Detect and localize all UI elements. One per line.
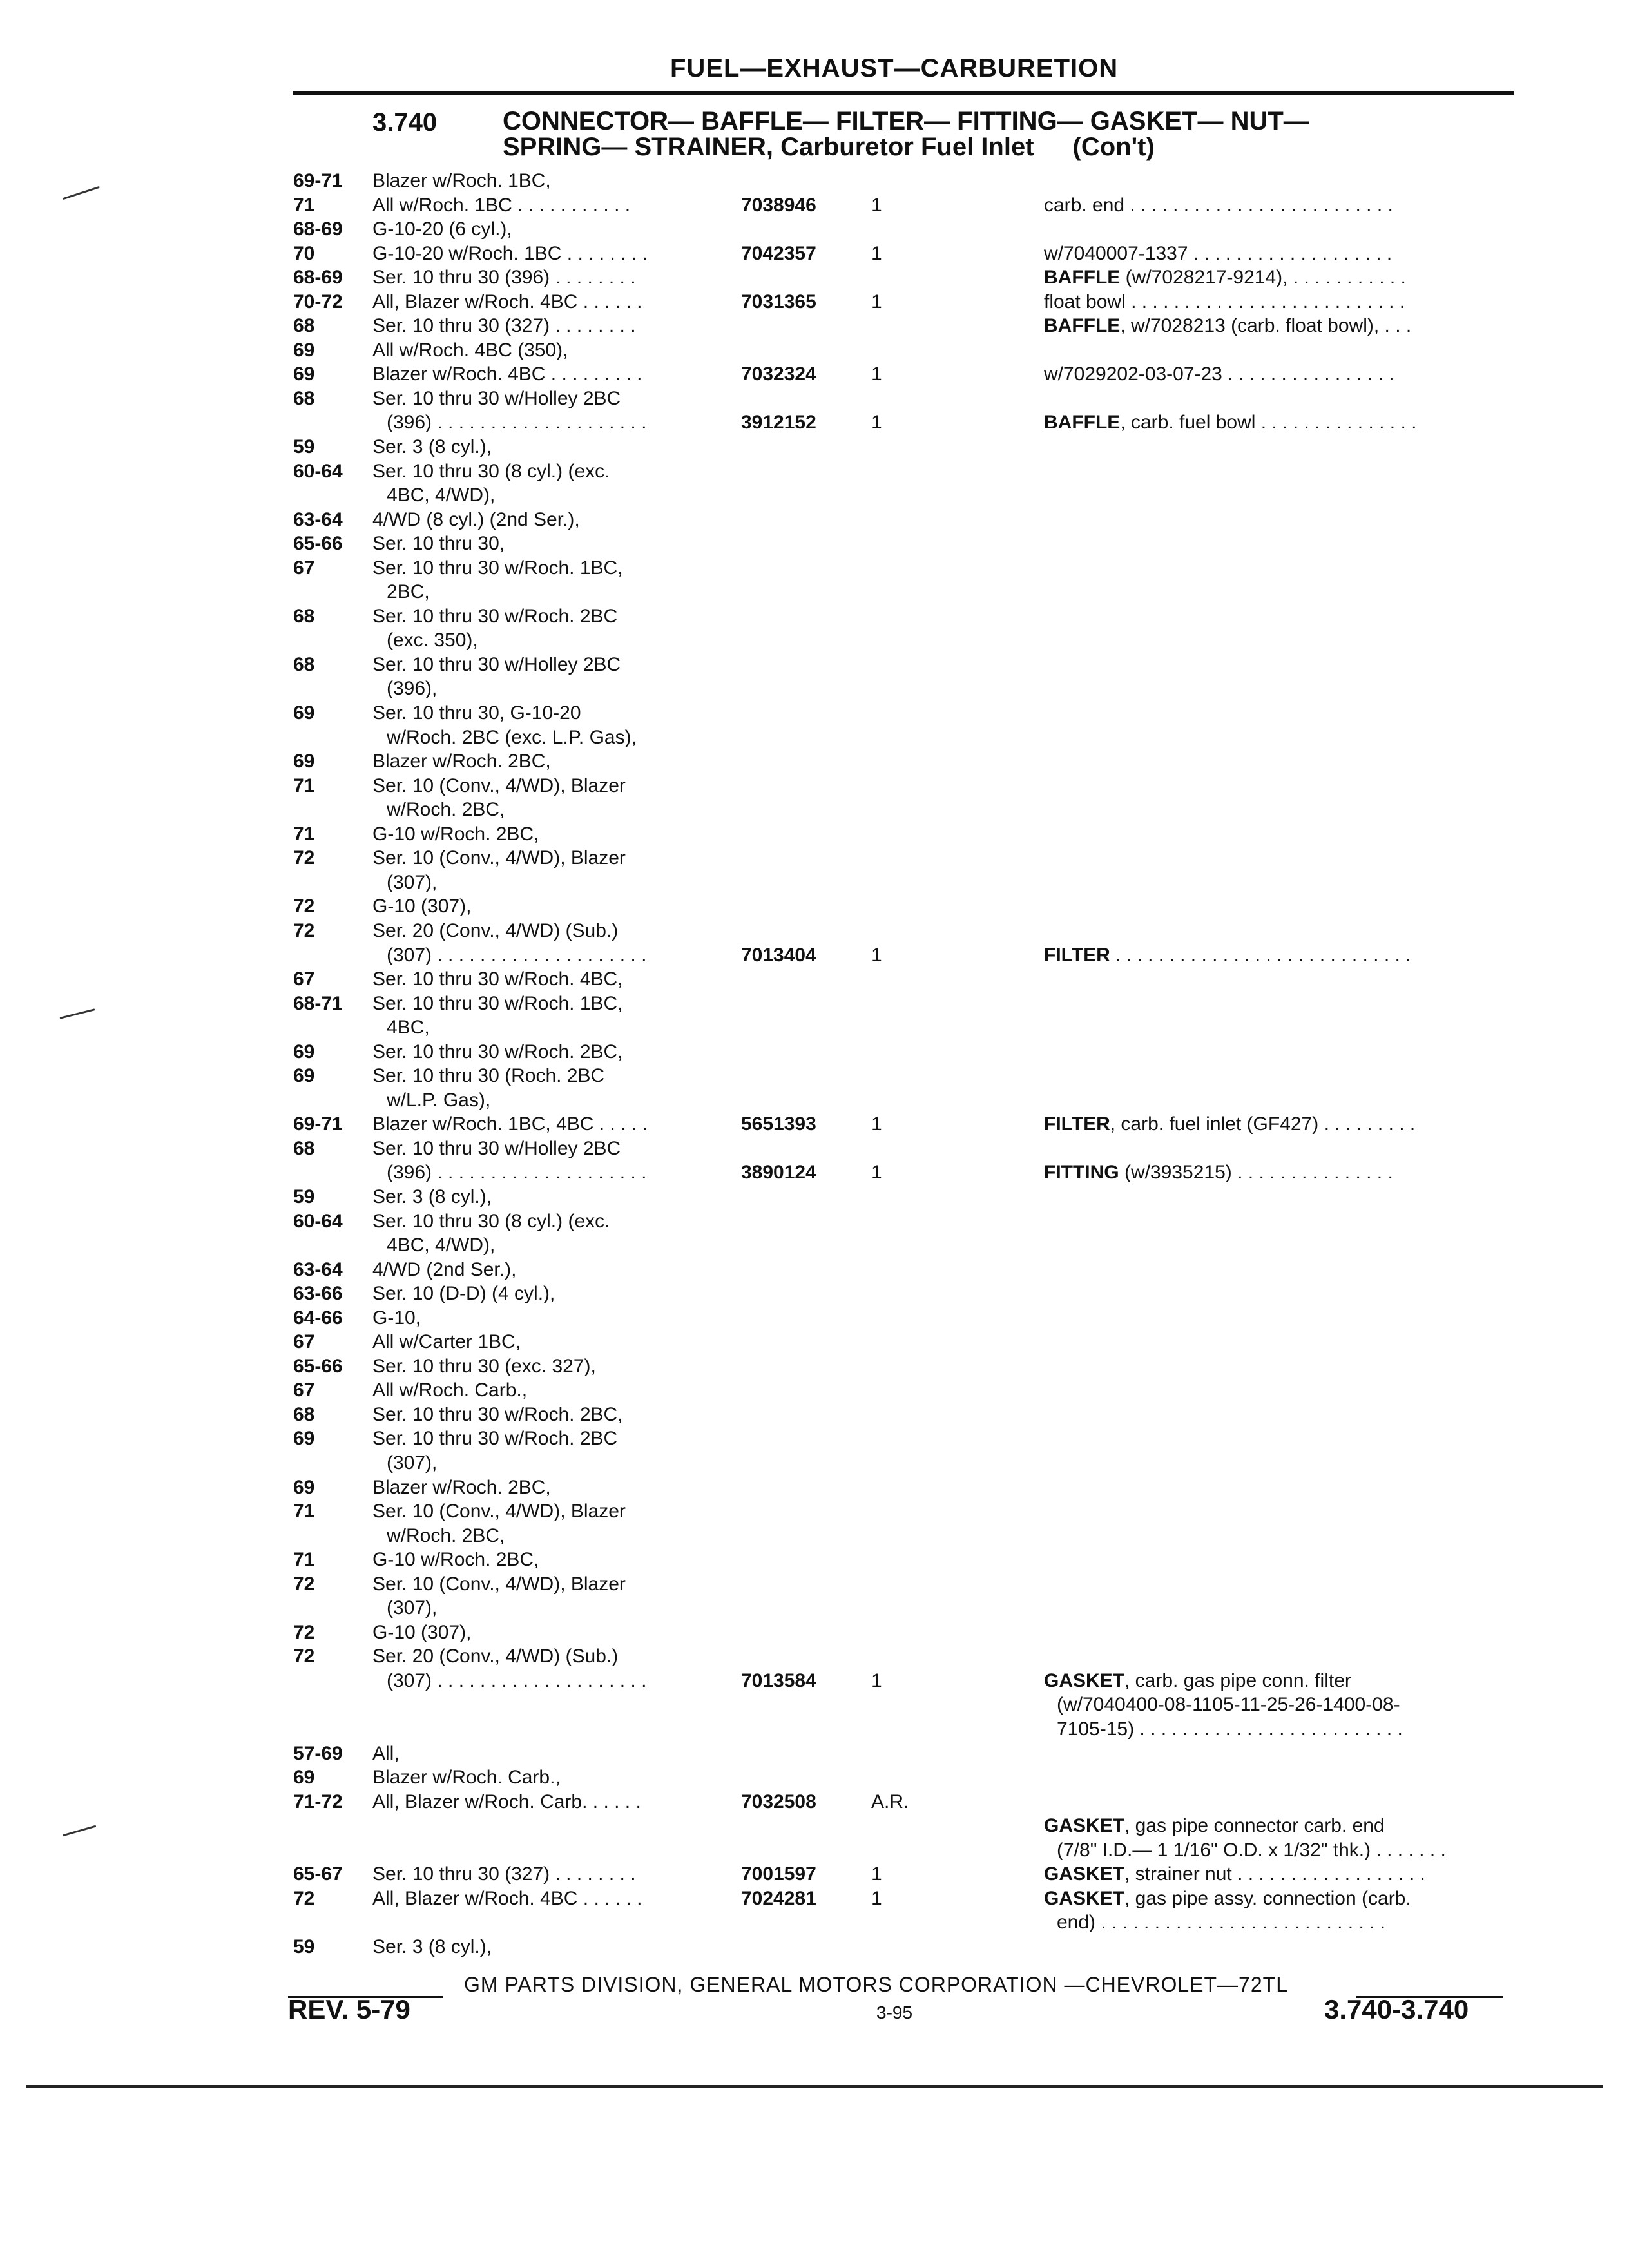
part-description	[1044, 1160, 1393, 1185]
year-range: 67	[293, 968, 315, 990]
part-detail: (w/7028217-9214), . . . . . . . . . . .	[1120, 267, 1406, 289]
table-row	[0, 919, 1629, 943]
application-desc: Ser. 10 thru 30 w/Roch. 1BC,	[372, 557, 623, 579]
part-detail: float bowl . . . . . . . . . . . . . . . . . . . . . . . . . .	[1044, 291, 1405, 312]
part-description	[1044, 362, 1394, 387]
application-desc: Ser. 10 (Conv., 4/WD), Blazer	[372, 774, 626, 796]
year-range: 72	[293, 896, 315, 918]
application-desc: (307),	[387, 1597, 438, 1619]
year-range: 69	[293, 1476, 315, 1498]
table-row	[0, 1354, 1629, 1379]
table-row	[0, 1524, 1629, 1548]
part-detail: , carb. gas pipe conn. filter	[1124, 1669, 1351, 1691]
scan-edge-rule	[26, 2085, 1603, 2088]
year-range: 65-66	[293, 1355, 343, 1377]
application-desc: Ser. 10 (Conv., 4/WD), Blazer	[372, 1573, 626, 1595]
part-description	[1044, 1814, 1385, 1838]
application-desc: (exc. 350),	[387, 629, 478, 651]
part-name: FITTING	[1044, 1162, 1119, 1184]
part-description	[1057, 1838, 1446, 1863]
part-number: 7032324	[741, 363, 816, 385]
table-row	[0, 1548, 1629, 1572]
part-number: 7013404	[741, 944, 816, 966]
application-desc: Ser. 10 thru 30 (8 cyl.) (exc.	[372, 1210, 610, 1232]
part-number: 7032508	[741, 1791, 816, 1812]
year-range: 72	[293, 1646, 315, 1667]
table-row	[0, 1185, 1629, 1209]
application-desc: Ser. 10 thru 30 (327) . . . . . . . .	[372, 315, 636, 337]
application-desc: (307),	[387, 871, 438, 893]
part-detail: , w/7028213 (carb. float bowl), . . .	[1120, 315, 1412, 337]
year-range: 71-72	[293, 1791, 343, 1812]
page-number: 3-95	[876, 2003, 913, 2023]
application-desc: (307) . . . . . . . . . . . . . . . . . . . .	[387, 944, 647, 966]
table-row	[0, 580, 1629, 604]
part-number: 7013584	[741, 1669, 816, 1691]
table-row	[0, 1137, 1629, 1161]
quantity: 1	[871, 412, 882, 434]
application-desc: G-10 w/Roch. 2BC,	[372, 1549, 539, 1571]
year-range: 68	[293, 315, 315, 337]
part-name: FILTER	[1044, 1113, 1110, 1135]
year-range: 72	[293, 1621, 315, 1643]
table-row	[0, 1620, 1629, 1645]
application-desc: 4BC, 4/WD),	[387, 485, 496, 506]
quantity: 1	[871, 1887, 882, 1909]
year-range: 70	[293, 242, 315, 264]
table-row	[0, 870, 1629, 895]
year-range: 68-71	[293, 992, 343, 1014]
table-row	[0, 193, 1629, 218]
year-range: 69	[293, 702, 315, 724]
table-row	[0, 1112, 1629, 1137]
parts-table	[0, 169, 1629, 1959]
year-range: 69	[293, 1041, 315, 1062]
application-desc: All, Blazer w/Roch. 4BC . . . . . .	[372, 291, 642, 312]
quantity: 1	[871, 1113, 882, 1135]
table-row	[0, 677, 1629, 701]
year-range: 67	[293, 557, 315, 579]
year-range: 64-66	[293, 1307, 343, 1329]
year-range: 59	[293, 1936, 315, 1957]
quantity: 1	[871, 291, 882, 312]
application-desc: All w/Roch. Carb.,	[372, 1379, 528, 1401]
section-range: 3.740-3.740	[1324, 1994, 1469, 2024]
application-desc: (307),	[387, 1452, 438, 1474]
year-range: 69	[293, 1767, 315, 1789]
application-desc: G-10-20 (6 cyl.),	[372, 218, 512, 240]
table-row	[0, 1233, 1629, 1258]
table-row	[0, 338, 1629, 363]
table-row	[0, 1669, 1629, 1693]
year-range: 71	[293, 774, 315, 796]
table-row	[0, 483, 1629, 508]
part-description	[1044, 193, 1393, 218]
quantity: 1	[871, 1669, 882, 1691]
part-name: GASKET	[1044, 1887, 1125, 1909]
year-range: 69	[293, 363, 315, 385]
table-row	[0, 774, 1629, 798]
application-desc: G-10,	[372, 1307, 421, 1329]
quantity: 1	[871, 1863, 882, 1885]
quantity: 1	[871, 1162, 882, 1184]
section-title	[503, 108, 1469, 160]
part-number: 7031365	[741, 291, 816, 312]
application-desc: Ser. 10 thru 30 w/Roch. 2BC	[372, 605, 618, 627]
application-desc: (396) . . . . . . . . . . . . . . . . . . . .	[387, 412, 647, 434]
part-description	[1044, 1862, 1425, 1887]
application-desc: Ser. 10 thru 30 w/Holley 2BC	[372, 1137, 621, 1159]
part-number: 3890124	[741, 1162, 816, 1184]
part-description	[1044, 1887, 1411, 1911]
table-row	[0, 1475, 1629, 1500]
part-name: BAFFLE	[1044, 412, 1121, 434]
part-name: FILTER	[1044, 944, 1110, 966]
application-desc: w/L.P. Gas),	[387, 1089, 491, 1111]
table-row	[0, 1378, 1629, 1403]
application-desc: G-10 w/Roch. 2BC,	[372, 823, 539, 845]
year-range: 68-69	[293, 218, 343, 240]
part-detail: (7/8" I.D.— 1 1/16" O.D. x 1/32" thk.) . . . . . . .	[1057, 1839, 1446, 1861]
part-description	[1057, 1717, 1403, 1742]
part-description	[1044, 242, 1392, 266]
table-row	[0, 387, 1629, 411]
table-row	[0, 556, 1629, 581]
part-number: 7042357	[741, 242, 816, 264]
year-range: 71	[293, 194, 315, 216]
section-title-cont: (Con't)	[1072, 133, 1155, 161]
table-row	[0, 1887, 1629, 1911]
application-desc: Blazer w/Roch. 4BC . . . . . . . . .	[372, 363, 642, 385]
year-range: 69	[293, 751, 315, 773]
application-desc: G-10-20 w/Roch. 1BC . . . . . . . .	[372, 242, 648, 264]
part-description	[1044, 410, 1416, 435]
quantity: 1	[871, 944, 882, 966]
table-row	[0, 967, 1629, 992]
table-row	[0, 1790, 1629, 1814]
table-row	[0, 1015, 1629, 1040]
application-desc: Blazer w/Roch. 2BC,	[372, 1476, 551, 1498]
table-row	[0, 992, 1629, 1016]
table-row	[0, 362, 1629, 387]
application-desc: G-10 (307),	[372, 1621, 472, 1643]
part-name: BAFFLE	[1044, 267, 1121, 289]
year-range: 65-67	[293, 1863, 343, 1885]
table-row	[0, 1064, 1629, 1088]
part-description	[1044, 943, 1411, 968]
footer-division: GM PARTS DIVISION, GENERAL MOTORS CORPORATION —CHEVROLET—72TL	[464, 1973, 1288, 1996]
table-row	[0, 217, 1629, 242]
part-detail: , strainer nut . . . . . . . . . . . . . . . . . .	[1124, 1863, 1425, 1885]
application-desc: w/Roch. 2BC,	[387, 1524, 505, 1546]
table-row	[0, 1282, 1629, 1306]
application-desc: Ser. 10 thru 30 w/Roch. 2BC,	[372, 1041, 623, 1062]
year-range: 72	[293, 919, 315, 941]
table-row	[0, 701, 1629, 726]
table-row	[0, 604, 1629, 629]
application-desc: Blazer w/Roch. 1BC, 4BC . . . . .	[372, 1113, 648, 1135]
year-range: 71	[293, 1501, 315, 1523]
part-name: GASKET	[1044, 1863, 1125, 1885]
year-range: 68	[293, 605, 315, 627]
part-detail: 7105-15) . . . . . . . . . . . . . . . . . . . . . . . . .	[1057, 1718, 1403, 1740]
application-desc: (396),	[387, 678, 438, 700]
year-range: 69	[293, 1428, 315, 1450]
application-desc: Ser. 10 thru 30 (396) . . . . . . . .	[372, 267, 636, 289]
application-desc: All w/Carter 1BC,	[372, 1331, 521, 1353]
year-range: 63-64	[293, 1258, 343, 1280]
table-row	[0, 1330, 1629, 1354]
year-range: 68	[293, 1403, 315, 1425]
part-detail: , carb. fuel bowl . . . . . . . . . . . . . . .	[1120, 412, 1417, 434]
table-row	[0, 1765, 1629, 1790]
header-rule	[293, 91, 1514, 95]
table-row	[0, 1040, 1629, 1064]
application-desc: All,	[372, 1742, 400, 1764]
table-row	[0, 943, 1629, 968]
application-desc: Ser. 10 thru 30 (327) . . . . . . . .	[372, 1863, 636, 1885]
year-range: 57-69	[293, 1742, 343, 1764]
part-description	[1044, 314, 1411, 338]
table-row	[0, 314, 1629, 338]
part-description	[1044, 1669, 1351, 1693]
part-name: GASKET	[1044, 1669, 1125, 1691]
application-desc: Ser. 10 thru 30 w/Roch. 2BC	[372, 1428, 618, 1450]
part-number: 7001597	[741, 1863, 816, 1885]
application-desc: Ser. 20 (Conv., 4/WD) (Sub.)	[372, 919, 619, 941]
quantity: A.R.	[871, 1791, 909, 1812]
table-row	[0, 1838, 1629, 1863]
application-desc: Ser. 3 (8 cyl.),	[372, 1186, 492, 1207]
application-desc: Blazer w/Roch. 2BC,	[372, 751, 551, 773]
application-desc: Ser. 10 thru 30 (Roch. 2BC	[372, 1065, 605, 1087]
application-desc: 4BC, 4/WD),	[387, 1235, 496, 1256]
table-row	[0, 846, 1629, 870]
section-title-line1: CONNECTOR— BAFFLE— FILTER— FITTING— GASKET— NUT—	[503, 107, 1309, 135]
application-desc: (307) . . . . . . . . . . . . . . . . . . . .	[387, 1669, 647, 1691]
table-row	[0, 894, 1629, 919]
application-desc: 4/WD (2nd Ser.),	[372, 1258, 517, 1280]
application-desc: Blazer w/Roch. 1BC,	[372, 170, 551, 191]
year-range: 68	[293, 1137, 315, 1159]
application-desc: All, Blazer w/Roch. 4BC . . . . . .	[372, 1887, 642, 1909]
application-desc: G-10 (307),	[372, 896, 472, 918]
year-range: 71	[293, 823, 315, 845]
application-desc: Ser. 10 thru 30 w/Roch. 1BC,	[372, 992, 623, 1014]
application-desc: (396) . . . . . . . . . . . . . . . . . . . .	[387, 1162, 647, 1184]
year-range: 72	[293, 1573, 315, 1595]
year-range: 72	[293, 847, 315, 869]
application-desc: Ser. 10 thru 30 w/Holley 2BC	[372, 653, 621, 675]
application-desc: Ser. 10 thru 30,	[372, 533, 505, 555]
year-range: 60-64	[293, 460, 343, 482]
table-row	[0, 1814, 1629, 1838]
year-range: 70-72	[293, 291, 343, 312]
application-desc: w/Roch. 2BC (exc. L.P. Gas),	[387, 726, 637, 748]
year-range: 69-71	[293, 170, 343, 191]
application-desc: Ser. 10 thru 30 w/Holley 2BC	[372, 387, 621, 409]
table-row	[0, 1644, 1629, 1669]
application-desc: 4BC,	[387, 1017, 430, 1039]
table-row	[0, 1258, 1629, 1282]
year-range: 72	[293, 1887, 315, 1909]
table-row	[0, 242, 1629, 266]
application-desc: 2BC,	[387, 581, 430, 603]
year-range: 71	[293, 1549, 315, 1571]
year-range: 69-71	[293, 1113, 343, 1135]
chapter-title: FUEL—EXHAUST—CARBURETION	[670, 54, 1119, 82]
table-row	[0, 1088, 1629, 1113]
application-desc: Ser. 10 thru 30 w/Roch. 4BC,	[372, 968, 623, 990]
table-row	[0, 1910, 1629, 1935]
application-desc: All w/Roch. 4BC (350),	[372, 339, 568, 361]
application-desc: w/Roch. 2BC,	[387, 799, 505, 821]
part-detail: carb. end . . . . . . . . . . . . . . . . . . . . . . . . .	[1044, 194, 1393, 216]
application-desc: Ser. 3 (8 cyl.),	[372, 436, 492, 458]
part-detail: , gas pipe connector carb. end	[1124, 1815, 1385, 1837]
table-row	[0, 1209, 1629, 1234]
part-description	[1044, 265, 1406, 290]
part-detail: end) . . . . . . . . . . . . . . . . . . . . . . . . . . .	[1057, 1912, 1386, 1934]
table-row	[0, 508, 1629, 532]
part-number: 7038946	[741, 194, 816, 216]
part-description	[1057, 1910, 1385, 1935]
application-desc: Ser. 10 thru 30 w/Roch. 2BC,	[372, 1403, 623, 1425]
part-detail: , gas pipe assy. connection (carb.	[1124, 1887, 1411, 1909]
application-desc: Ser. 10 (Conv., 4/WD), Blazer	[372, 847, 626, 869]
table-row	[0, 628, 1629, 653]
table-row	[0, 169, 1629, 193]
table-row	[0, 1403, 1629, 1427]
table-row	[0, 749, 1629, 774]
table-row	[0, 532, 1629, 556]
application-desc: Ser. 20 (Conv., 4/WD) (Sub.)	[372, 1646, 619, 1667]
application-desc: All w/Roch. 1BC . . . . . . . . . . .	[372, 194, 631, 216]
part-detail: w/7040007-1337 . . . . . . . . . . . . . . . . . . .	[1044, 242, 1393, 264]
part-description	[1044, 1112, 1415, 1137]
year-range: 68-69	[293, 267, 343, 289]
section-title-line2	[503, 134, 1469, 160]
table-row	[0, 798, 1629, 822]
table-row	[0, 1596, 1629, 1620]
quantity: 1	[871, 194, 882, 216]
application-desc: All, Blazer w/Roch. Carb. . . . . .	[372, 1791, 641, 1812]
quantity: 1	[871, 242, 882, 264]
application-desc: Ser. 10 (D-D) (4 cyl.),	[372, 1283, 555, 1305]
part-number: 5651393	[741, 1113, 816, 1135]
application-desc: Ser. 3 (8 cyl.),	[372, 1936, 492, 1957]
table-row	[0, 1160, 1629, 1185]
table-row	[0, 1693, 1629, 1717]
table-row	[0, 726, 1629, 750]
year-range: 67	[293, 1331, 315, 1353]
section-title-line2-text: SPRING— STRAINER, Carburetor Fuel Inlet	[503, 133, 1034, 161]
part-name: BAFFLE	[1044, 315, 1121, 337]
part-detail: w/7029202-03-07-23 . . . . . . . . . . . . . . . .	[1044, 363, 1394, 385]
year-range: 69	[293, 1065, 315, 1087]
table-row	[0, 1717, 1629, 1742]
table-row	[0, 290, 1629, 314]
table-row	[0, 822, 1629, 847]
part-number: 3912152	[741, 412, 816, 434]
part-description	[1057, 1693, 1400, 1717]
table-row	[0, 1306, 1629, 1331]
part-detail: , carb. fuel inlet (GF427) . . . . . . . . .	[1110, 1113, 1416, 1135]
year-range: 59	[293, 1186, 315, 1207]
year-range: 60-64	[293, 1210, 343, 1232]
table-row	[0, 653, 1629, 677]
table-row	[0, 1427, 1629, 1451]
table-row	[0, 435, 1629, 459]
year-range: 68	[293, 387, 315, 409]
table-row	[0, 410, 1629, 435]
year-range: 69	[293, 339, 315, 361]
part-detail: (w/3935215) . . . . . . . . . . . . . . .	[1119, 1162, 1393, 1184]
part-number: 7024281	[741, 1887, 816, 1909]
section-number: 3.740	[372, 108, 438, 137]
year-range: 63-64	[293, 508, 343, 530]
application-desc: Ser. 10 thru 30 (8 cyl.) (exc.	[372, 460, 610, 482]
revision-label: REV. 5-79	[288, 1994, 410, 2024]
part-detail: (w/7040400-08-1105-11-25-26-1400-08-	[1057, 1694, 1400, 1716]
application-desc: Blazer w/Roch. Carb.,	[372, 1767, 561, 1789]
table-row	[0, 1935, 1629, 1959]
year-range: 63-66	[293, 1283, 343, 1305]
application-desc: Ser. 10 (Conv., 4/WD), Blazer	[372, 1501, 626, 1523]
table-row	[0, 459, 1629, 484]
application-desc: Ser. 10 thru 30 (exc. 327),	[372, 1355, 596, 1377]
table-row	[0, 1862, 1629, 1887]
table-row	[0, 1742, 1629, 1766]
application-desc: Ser. 10 thru 30, G-10-20	[372, 702, 581, 724]
table-row	[0, 1451, 1629, 1475]
table-row	[0, 1499, 1629, 1524]
table-row	[0, 1572, 1629, 1597]
year-range: 68	[293, 653, 315, 675]
part-detail: . . . . . . . . . . . . . . . . . . . . . . . . . . . .	[1110, 944, 1411, 966]
quantity: 1	[871, 363, 882, 385]
year-range: 59	[293, 436, 315, 458]
year-range: 67	[293, 1379, 315, 1401]
application-desc: 4/WD (8 cyl.) (2nd Ser.),	[372, 508, 580, 530]
part-description	[1044, 290, 1405, 314]
part-name: GASKET	[1044, 1815, 1125, 1837]
year-range: 65-66	[293, 533, 343, 555]
table-row	[0, 265, 1629, 290]
